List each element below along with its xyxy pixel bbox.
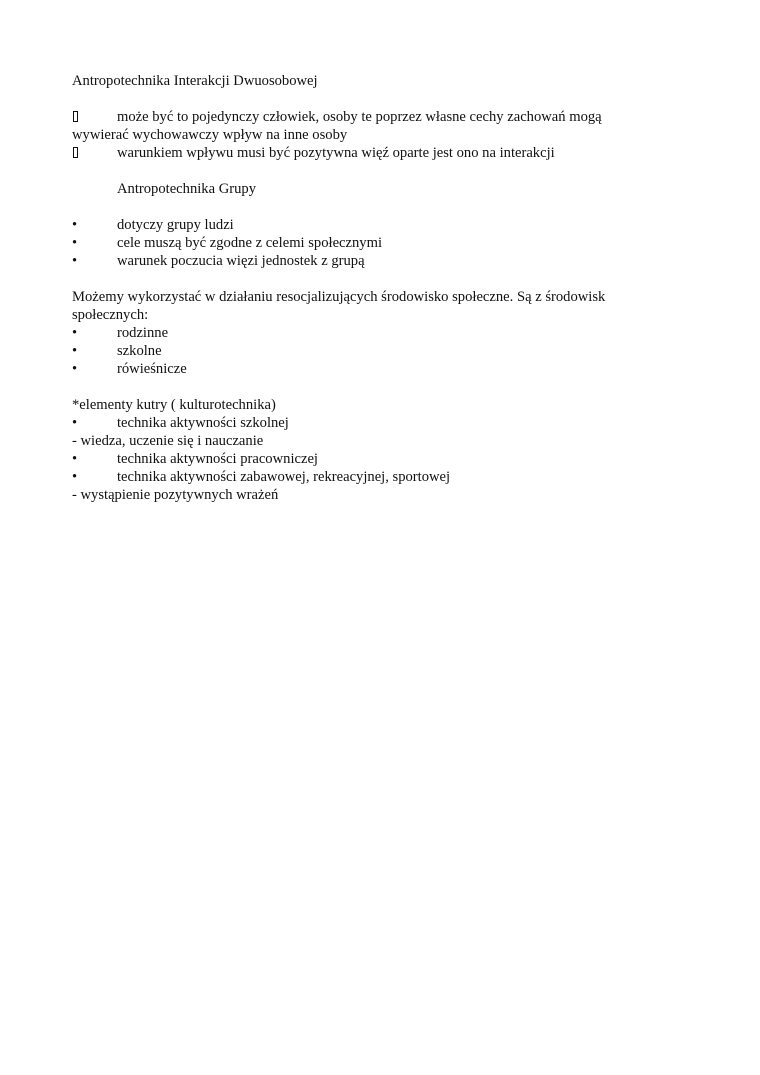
missing-glyph-icon xyxy=(73,147,78,158)
section-title-group: Antropotechnika Grupy xyxy=(117,181,257,197)
note-line: - wiedza, uczenie się i nauczanie xyxy=(72,433,264,449)
list-item-text: technika aktywności pracowniczej xyxy=(117,451,318,467)
list-item-text: rodzinne xyxy=(117,325,169,341)
list-item xyxy=(72,324,672,342)
list-item xyxy=(72,144,672,162)
section-title-dyadic: Antropotechnika Interakcji Dwuosobowej xyxy=(72,73,318,89)
list-item xyxy=(72,234,672,252)
list-item-text: szkolne xyxy=(117,343,162,359)
list-item-text: może być to pojedynczy człowiek, osoby te poprzez własne cechy zachowań mogą xyxy=(117,109,602,125)
section-title-culture: *elementy kutry ( kulturotechnika) xyxy=(72,397,276,413)
list-item xyxy=(72,108,672,144)
list-item xyxy=(72,468,672,486)
bullet-icon: • xyxy=(72,325,78,341)
list-item-text: dotyczy grupy ludzi xyxy=(117,217,234,233)
paragraph-line: Możemy wykorzystać w działaniu resocjalizujących środowisko społeczne. Są z środowisk xyxy=(72,289,606,305)
bullet-icon: • xyxy=(72,235,78,251)
missing-glyph-icon xyxy=(73,111,78,122)
paragraph-line: społecznych: xyxy=(72,307,149,323)
list-item xyxy=(72,450,672,468)
bullet-icon: • xyxy=(72,469,78,485)
list-item xyxy=(72,360,672,378)
bullet-icon: • xyxy=(72,415,78,431)
list-item-text: rówieśnicze xyxy=(117,361,187,377)
note-line: - wystąpienie pozytywnych wrażeń xyxy=(72,487,279,503)
list-item xyxy=(72,342,672,360)
bullet-icon: • xyxy=(72,253,78,269)
list-item-text-continued: wywierać wychowawczy wpływ na inne osoby xyxy=(72,127,348,143)
list-item-text: technika aktywności szkolnej xyxy=(117,415,289,431)
list-item xyxy=(72,414,672,432)
list-item-text: warunkiem wpływu musi być pozytywna więź oparte jest ono na interakcji xyxy=(117,145,555,161)
bullet-icon: • xyxy=(72,217,78,233)
list-item xyxy=(72,216,672,234)
list-item-text: warunek poczucia więzi jednostek z grupą xyxy=(117,253,365,269)
bullet-icon: • xyxy=(72,451,78,467)
list-item xyxy=(72,252,672,270)
list-item-text: cele muszą być zgodne z celemi społecznymi xyxy=(117,235,383,251)
list-item-text: technika aktywności zabawowej, rekreacyjnej, sportowej xyxy=(117,469,451,485)
bullet-icon: • xyxy=(72,343,78,359)
document-body xyxy=(72,72,672,504)
bullet-icon: • xyxy=(72,361,78,377)
